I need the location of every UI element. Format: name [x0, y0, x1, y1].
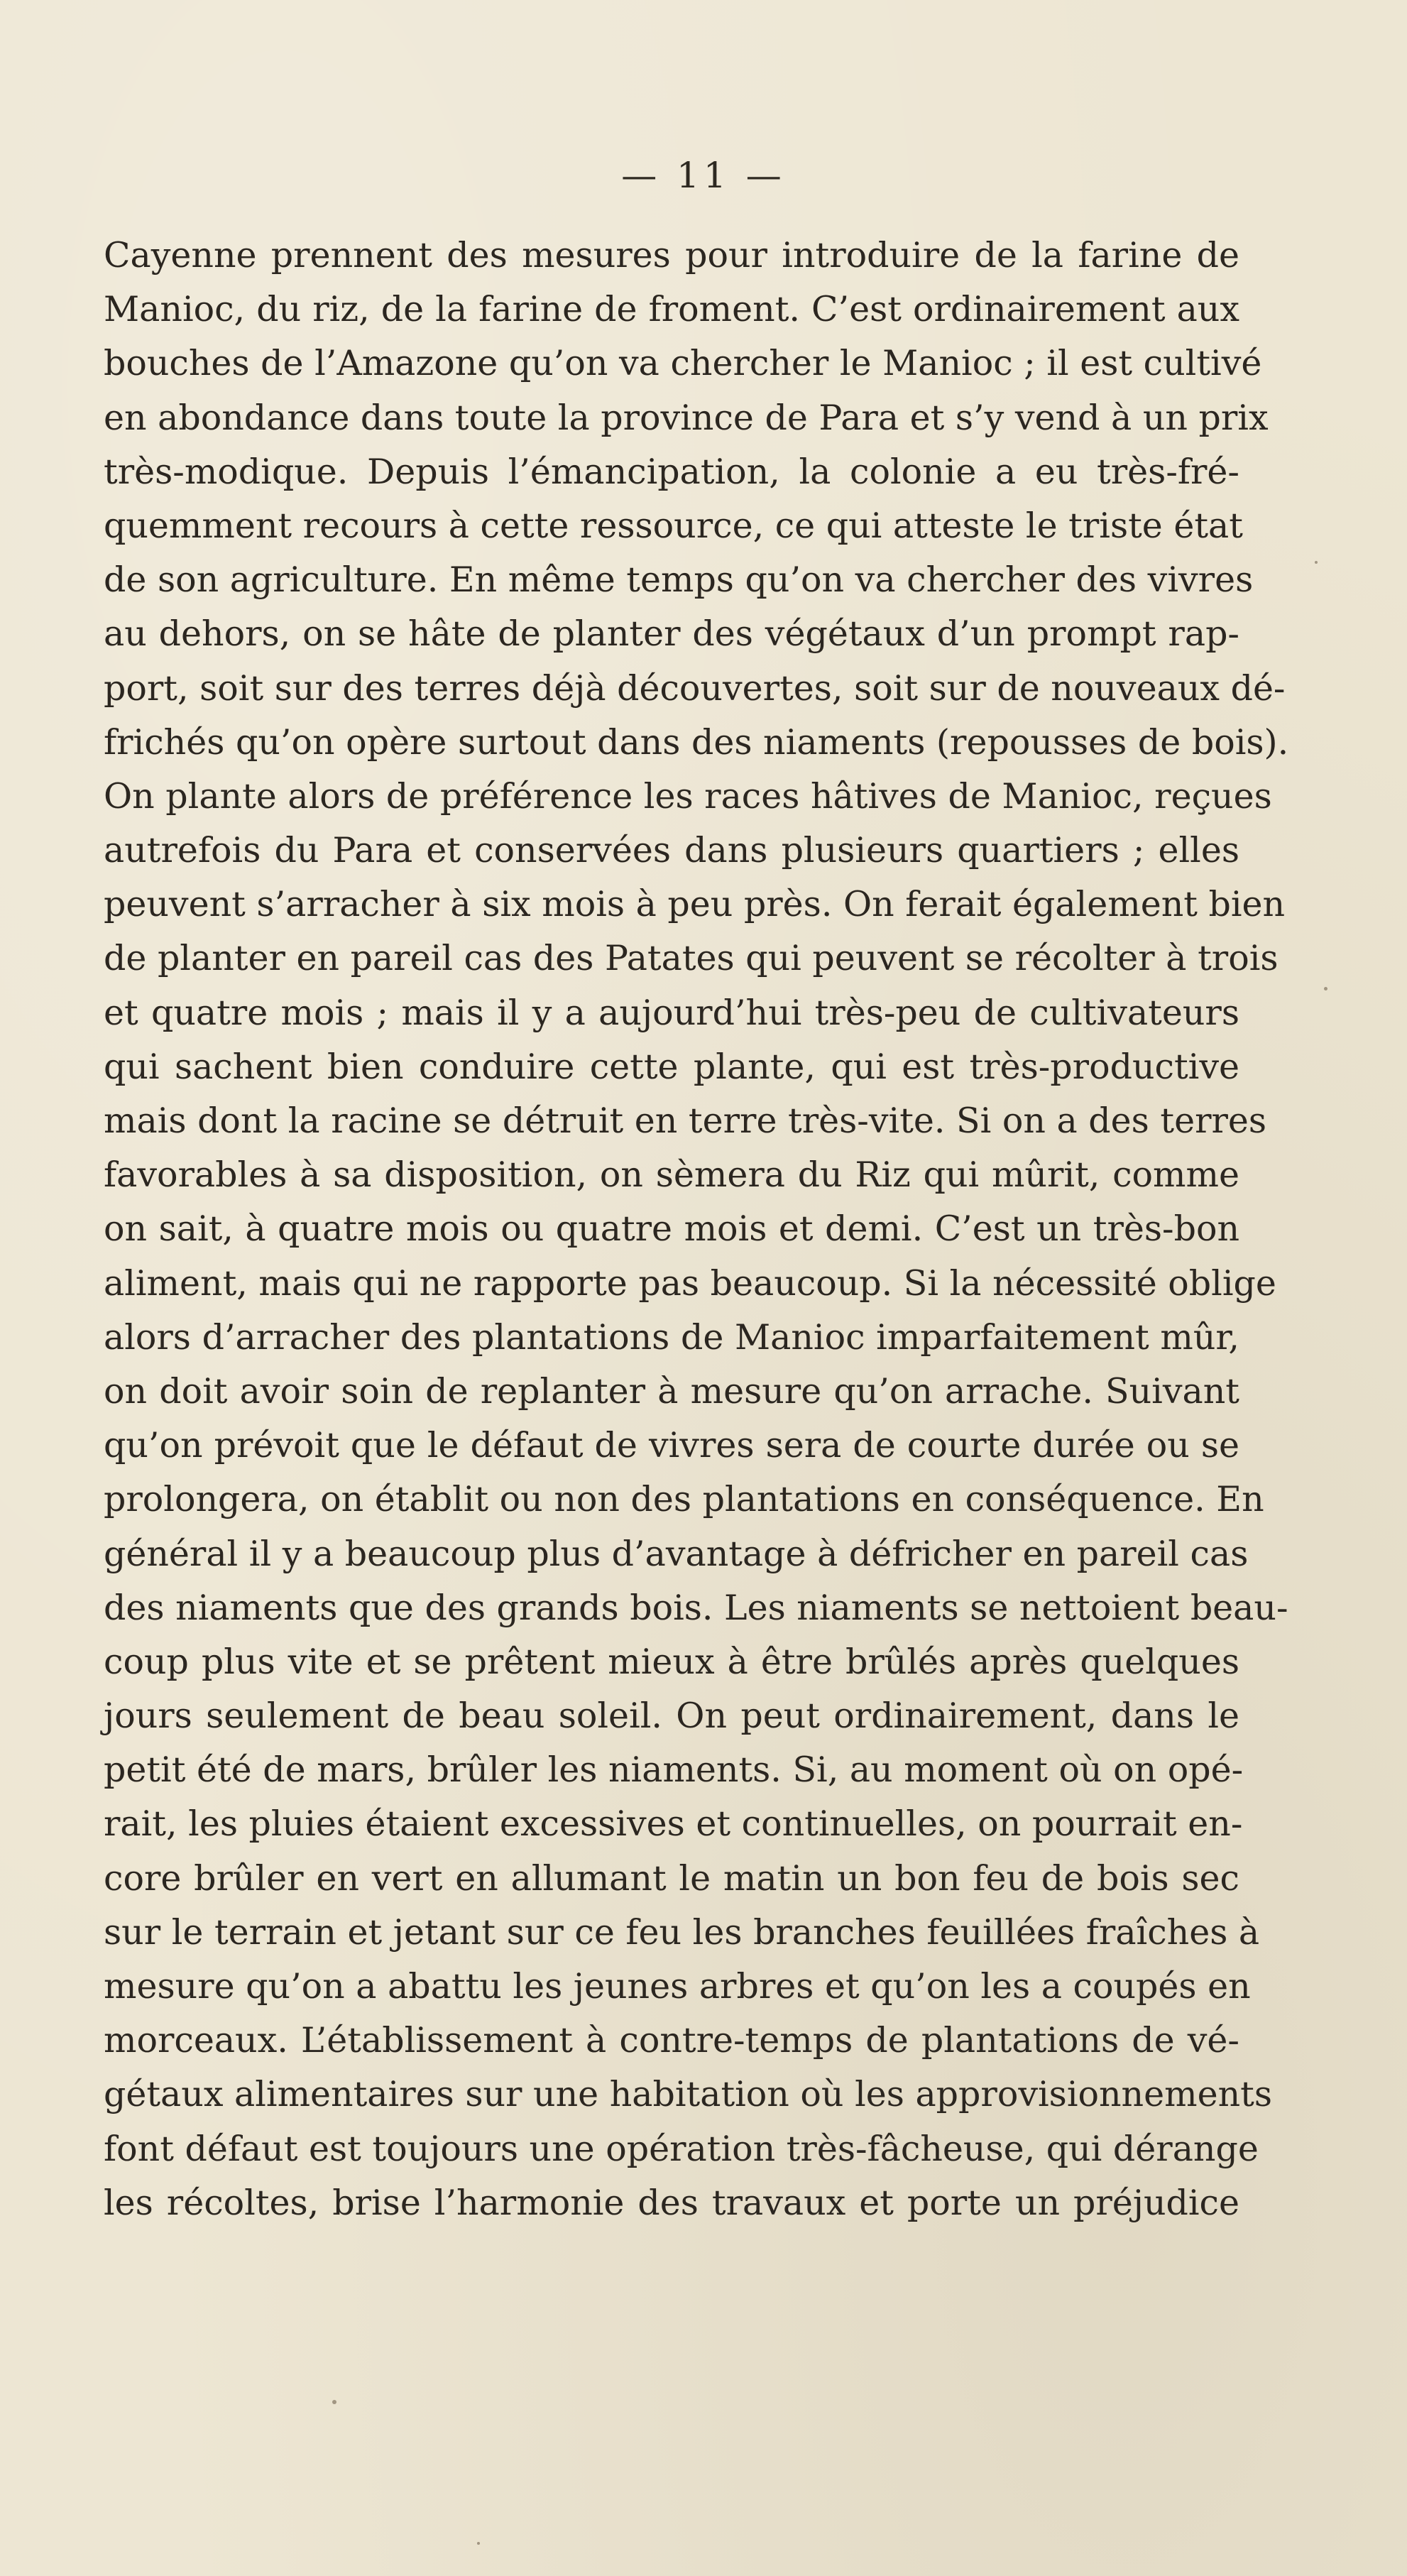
text-line: général il y a beaucoup plus d’avantage à défricher en pareil cas	[104, 1533, 1249, 1574]
text-line: aliment, mais qui ne rapporte pas beaucoup. Si la nécessité oblige	[104, 1262, 1276, 1304]
text-line: Cayenne prennent des mesures pour introduire de la farine de	[104, 235, 1239, 275]
text-line: frichés qu’on opère surtout dans des niaments (repousses de bois).	[104, 721, 1289, 763]
text-line: très-modique. Depuis l’émancipation, la colonie a eu très-fré-	[104, 451, 1239, 492]
text-line: des niaments que des grands bois. Les niaments se nettoient beau-	[104, 1587, 1288, 1628]
text-line: on doit avoir soin de replanter à mesure qu’on arrache. Suivant	[104, 1370, 1239, 1412]
text-line: de planter en pareil cas des Patates qui peuvent se récolter à trois	[104, 938, 1279, 979]
text-line: coup plus vite et se prêtent mieux à être brûlés après quelques	[104, 1641, 1239, 1682]
paper-speck	[1324, 987, 1327, 990]
text-line: en abondance dans toute la province de Para et s’y vend à un prix	[104, 397, 1269, 438]
text-line: au dehors, on se hâte de planter des végétaux d’un prompt rap-	[104, 613, 1239, 655]
text-line: autrefois du Para et conservées dans plusieurs quartiers ; elles	[104, 830, 1239, 871]
text-line: on sait, à quatre mois ou quatre mois et demi. C’est un très-bon	[104, 1208, 1239, 1250]
text-line: favorables à sa disposition, on sèmera du Riz qui mûrit, comme	[104, 1155, 1239, 1196]
text-line: morceaux. L’établissement à contre-temps de plantations de vé-	[104, 2020, 1239, 2061]
text-line: rait, les pluies étaient excessives et continuelles, on pourrait en-	[104, 1803, 1243, 1845]
text-line: On plante alors de préférence les races hâtives de Manioc, reçues	[104, 775, 1272, 817]
paper-speck	[1315, 561, 1318, 564]
text-line: petit été de mars, brûler les niaments. Si, au moment où on opé-	[104, 1750, 1244, 1791]
text-line: prolongera, on établit ou non des plantations en conséquence. En	[104, 1479, 1264, 1520]
body-text	[104, 229, 1289, 2230]
text-line: alors d’arracher des plantations de Manioc imparfaitement mûr,	[104, 1316, 1239, 1358]
paper-speck	[332, 2400, 336, 2404]
text-line: sur le terrain et jetant sur ce feu les branches feuillées fraîches à	[104, 1911, 1260, 1953]
text-line: de son agriculture. En même temps qu’on va chercher des vivres	[104, 560, 1254, 601]
text-line: et quatre mois ; mais il y a aujourd’hui très-peu de cultivateurs	[104, 992, 1239, 1033]
text-line: quemment recours à cette ressource, ce qui atteste le triste état	[104, 505, 1243, 546]
text-line: font défaut est toujours une opération très-fâcheuse, qui dérange	[104, 2128, 1259, 2169]
text-line: peuvent s’arracher à six mois à peu près. On ferait également bien	[104, 884, 1286, 925]
text-line: gétaux alimentaires sur une habitation où les approvisionnements	[104, 2074, 1272, 2115]
text-line: Manioc, du riz, de la farine de froment. C’est ordinairement aux	[104, 289, 1239, 330]
text-line: qu’on prévoit que le défaut de vivres sera de courte durée ou se	[104, 1425, 1239, 1466]
text-line: les récoltes, brise l’harmonie des travaux et porte un préjudice	[104, 2182, 1239, 2223]
paper-speck	[477, 2542, 480, 2545]
text-line: bouches de l’Amazone qu’on va chercher le Manioc ; il est cultivé	[104, 343, 1262, 384]
text-line: mesure qu’on a abattu les jeunes arbres et qu’on les a coupés en	[104, 1966, 1251, 2007]
text-line: qui sachent bien conduire cette plante, qui est très-productive	[104, 1046, 1239, 1087]
text-line: jours seulement de beau soleil. On peut ordinairement, dans le	[104, 1696, 1239, 1737]
text-line: mais dont la racine se détruit en terre très-vite. Si on a des terres	[104, 1101, 1267, 1141]
page-number: — 11 —	[621, 155, 786, 196]
text-line: port, soit sur des terres déjà découvertes, soit sur de nouveaux dé-	[104, 667, 1286, 709]
text-line: core brûler en vert en allumant le matin un bon feu de bois sec	[104, 1857, 1239, 1899]
